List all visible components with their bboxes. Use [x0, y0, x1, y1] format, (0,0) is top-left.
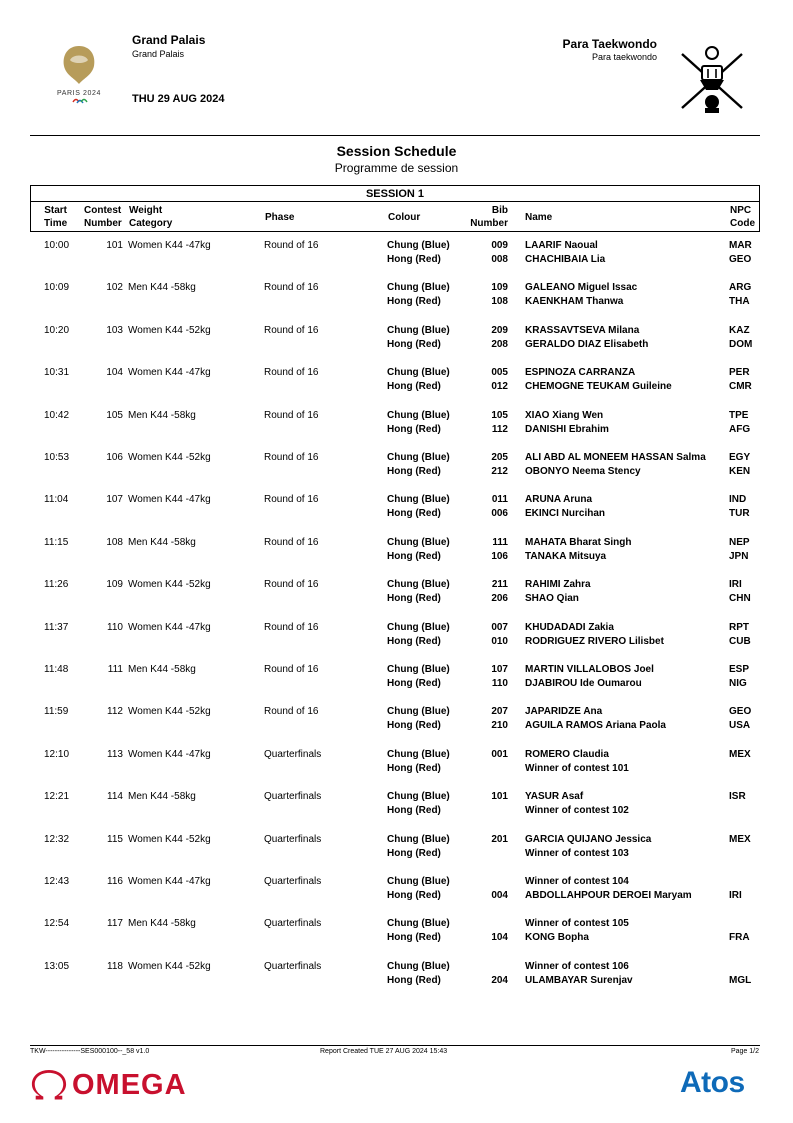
colour-blue: Chung (Blue) — [387, 367, 450, 379]
weight-category: Women K44 -52kg — [128, 706, 211, 718]
colour-red: Hong (Red) — [387, 254, 441, 265]
colour-red: Hong (Red) — [387, 593, 441, 605]
bib-blue: 105 — [491, 409, 508, 421]
athlete-name-blue: GALEANO Miguel Issac — [525, 282, 638, 294]
colour-blue: Chung (Blue) — [387, 240, 450, 251]
colour-red: Hong (Red) — [387, 720, 441, 732]
contest-number: 111 — [107, 664, 123, 675]
header-colour: Colour — [388, 212, 421, 223]
start-time: 11:04 — [44, 494, 69, 506]
athlete-name-red: Winner of contest 103 — [525, 847, 629, 859]
contest-number: 118 — [107, 960, 123, 972]
athlete-name-blue: Winner of contest 104 — [525, 876, 629, 887]
contest-number: 110 — [107, 621, 123, 633]
colour-red: Hong (Red) — [387, 635, 441, 647]
athlete-name-red: KAENKHAM Thanwa — [525, 296, 624, 308]
bib-blue: 001 — [491, 748, 508, 760]
phase: Quarterfinals — [264, 960, 322, 972]
npc-code-red: CMR — [729, 381, 752, 393]
session-label: SESSION 1 — [30, 185, 760, 202]
npc-code-red: CUB — [729, 635, 751, 647]
bib-blue: 207 — [491, 706, 508, 718]
header-bib-number — [462, 204, 508, 230]
header-contest-line1: Contest — [84, 205, 122, 216]
contest-row — [30, 281, 760, 313]
contest-number: 104 — [106, 367, 123, 379]
contest-row — [30, 917, 760, 949]
npc-code-blue: KAZ — [729, 324, 750, 336]
start-time: 11:48 — [44, 664, 69, 675]
athlete-name-blue: RAHIMI Zahra — [525, 579, 591, 591]
phase: Round of 16 — [264, 579, 319, 591]
bib-red: 008 — [491, 254, 508, 265]
colour-blue: Chung (Blue) — [387, 536, 450, 548]
colour-blue: Chung (Blue) — [387, 876, 450, 887]
bib-red: 112 — [491, 423, 508, 435]
bib-red: 106 — [491, 550, 508, 562]
phase: Round of 16 — [264, 409, 319, 421]
bib-red: 004 — [491, 890, 508, 901]
npc-code-blue: MEX — [729, 748, 751, 760]
npc-code-red: MGL — [729, 974, 752, 986]
start-time: 12:54 — [44, 918, 70, 930]
header-weight-category — [129, 204, 172, 230]
colour-red: Hong (Red) — [387, 805, 441, 817]
bib-blue: 101 — [491, 791, 508, 803]
start-time: 12:21 — [44, 791, 70, 803]
contest-row — [30, 324, 760, 356]
athlete-name-blue: ESPINOZA CARRANZA — [525, 367, 636, 379]
start-time: 10:00 — [44, 240, 70, 251]
colour-blue: Chung (Blue) — [387, 791, 450, 803]
npc-code-red: TUR — [729, 508, 750, 520]
header-npc-line2: Code — [730, 218, 755, 229]
venue-name: Grand Palais — [132, 33, 206, 47]
athlete-name-red: ABDOLLAHPOUR DEROEI Maryam — [525, 890, 692, 901]
bib-blue: 011 — [491, 494, 508, 506]
start-time: 11:15 — [44, 536, 69, 548]
header-weight-line2: Category — [129, 218, 173, 229]
colour-red: Hong (Red) — [387, 932, 441, 944]
weight-category: Men K44 -58kg — [128, 664, 196, 675]
npc-code-blue: MAR — [729, 240, 752, 251]
npc-code-blue: ARG — [729, 282, 752, 294]
weight-category: Women K44 -47kg — [128, 876, 211, 887]
contest-row — [30, 409, 760, 441]
athlete-name-blue: KHUDADADI Zakia — [525, 621, 614, 633]
logo-text: PARIS 2024 — [56, 90, 102, 97]
bib-red: 206 — [491, 593, 508, 605]
contest-number: 107 — [106, 494, 123, 506]
bib-red: 212 — [491, 466, 508, 477]
contest-number: 116 — [107, 876, 123, 887]
start-time: 11:26 — [44, 579, 69, 591]
colour-blue: Chung (Blue) — [387, 664, 450, 675]
start-time: 13:05 — [44, 960, 70, 972]
phase: Round of 16 — [264, 536, 319, 548]
npc-code-red: THA — [729, 296, 750, 308]
colour-red: Hong (Red) — [387, 762, 441, 774]
start-time: 12:43 — [44, 876, 70, 887]
weight-category: Women K44 -52kg — [128, 452, 211, 463]
bib-red: 210 — [491, 720, 508, 732]
weight-category: Men K44 -58kg — [128, 791, 196, 803]
athlete-name-red: AGUILA RAMOS Ariana Paola — [525, 720, 666, 732]
colour-blue: Chung (Blue) — [387, 706, 450, 718]
bib-blue: 201 — [491, 833, 508, 845]
athlete-name-blue: YASUR Asaf — [525, 791, 584, 803]
athlete-name-red: DJABIROU Ide Oumarou — [525, 678, 642, 689]
npc-code-blue: EGY — [729, 452, 751, 463]
contest-row — [30, 578, 760, 610]
athlete-name-blue: ALI ABD AL MONEEM HASSAN Salma — [525, 452, 706, 463]
start-time: 10:31 — [44, 367, 70, 379]
contest-number: 117 — [107, 918, 123, 930]
bib-blue: 005 — [491, 367, 508, 379]
contest-row — [30, 790, 760, 822]
contest-number: 105 — [106, 409, 123, 421]
contest-row — [30, 960, 760, 992]
athlete-name-blue: LAARIF Naoual — [525, 240, 598, 251]
weight-category: Women K44 -52kg — [128, 324, 211, 336]
header-npc-line1: NPC — [730, 205, 752, 216]
athlete-name-blue: ROMERO Claudia — [525, 748, 609, 760]
athlete-name-red: CHEMOGNE TEUKAM Guileine — [525, 381, 672, 393]
phase: Round of 16 — [264, 324, 319, 336]
start-time: 11:59 — [44, 706, 69, 718]
athlete-name-red: EKINCI Nurcihan — [525, 508, 606, 520]
colour-red: Hong (Red) — [387, 890, 441, 901]
contest-number: 108 — [106, 536, 123, 548]
phase: Round of 16 — [264, 621, 319, 633]
omega-wordmark: OMEGA — [72, 1069, 187, 1101]
npc-code-blue: GEO — [729, 706, 752, 718]
colour-red: Hong (Red) — [387, 381, 441, 393]
contest-number: 106 — [106, 452, 123, 463]
contest-row — [30, 366, 760, 398]
contest-row — [30, 451, 760, 483]
npc-code-blue: ESP — [729, 664, 750, 675]
contest-row — [30, 536, 760, 568]
athlete-name-blue: MARTIN VILLALOBOS Joel — [525, 664, 654, 675]
athlete-name-red: ULAMBAYAR Surenjav — [525, 974, 633, 986]
athlete-name-blue: Winner of contest 105 — [525, 918, 629, 930]
phase: Round of 16 — [264, 240, 319, 251]
weight-category: Women K44 -47kg — [128, 494, 211, 506]
bib-red: 010 — [491, 635, 508, 647]
start-time: 12:32 — [44, 833, 70, 845]
athlete-name-red: OBONYO Neema Stency — [525, 466, 641, 477]
colour-blue: Chung (Blue) — [387, 452, 450, 463]
phase: Round of 16 — [264, 494, 319, 506]
weight-category: Women K44 -47kg — [128, 748, 211, 760]
para-taekwondo-pictogram-icon — [678, 44, 746, 116]
start-time: 10:42 — [44, 409, 70, 421]
bib-blue: 107 — [491, 664, 508, 675]
colour-blue: Chung (Blue) — [387, 960, 450, 972]
phase: Round of 16 — [264, 664, 319, 675]
athlete-name-blue: XIAO Xiang Wen — [525, 409, 604, 421]
contest-number: 109 — [106, 579, 123, 591]
phase: Quarterfinals — [264, 791, 322, 803]
session-date: THU 29 AUG 2024 — [132, 93, 225, 105]
contest-number: 114 — [107, 791, 123, 803]
colour-blue: Chung (Blue) — [387, 748, 450, 760]
weight-category: Women K44 -47kg — [128, 621, 211, 633]
colour-red: Hong (Red) — [387, 423, 441, 435]
athlete-name-red: Winner of contest 101 — [525, 762, 629, 774]
bib-red: 208 — [491, 338, 508, 350]
report-code: TKW---------------SES000100--_58 v1.0 — [30, 1048, 150, 1055]
start-time: 10:53 — [44, 452, 70, 463]
npc-code-red: USA — [729, 720, 751, 732]
npc-code-red: CHN — [729, 593, 751, 605]
npc-code-blue: IRI — [729, 579, 742, 591]
document-title: Session Schedule — [336, 143, 457, 159]
contest-row — [30, 705, 760, 737]
header-name: Name — [525, 212, 553, 223]
header-start-time — [44, 204, 67, 230]
weight-category: Women K44 -52kg — [128, 833, 211, 845]
athlete-name-blue: ARUNA Aruna — [525, 494, 593, 506]
npc-code-blue: IND — [729, 494, 747, 506]
npc-code-blue: MEX — [729, 833, 751, 845]
header-contest-line2: Number — [84, 218, 122, 229]
colour-blue: Chung (Blue) — [387, 579, 450, 591]
npc-code-blue: TPE — [729, 409, 749, 421]
npc-code-blue: NEP — [729, 536, 750, 548]
start-time: 10:09 — [44, 282, 70, 294]
colour-red: Hong (Red) — [387, 847, 441, 859]
athlete-name-red: DANISHI Ebrahim — [525, 423, 609, 435]
table-header — [30, 202, 760, 232]
bib-blue: 211 — [491, 579, 508, 591]
bib-red: 006 — [491, 508, 508, 520]
weight-category: Men K44 -58kg — [128, 282, 196, 294]
colour-red: Hong (Red) — [387, 678, 441, 689]
header-npc-code — [730, 204, 755, 230]
athlete-name-blue: JAPARIDZE Ana — [525, 706, 603, 718]
header-weight-line1: Weight — [129, 205, 163, 216]
header-bib-line2: Number — [470, 218, 508, 229]
contest-row — [30, 875, 760, 907]
colour-blue: Chung (Blue) — [387, 409, 450, 421]
start-time: 10:20 — [44, 324, 70, 336]
phase: Quarterfinals — [264, 833, 322, 845]
bib-blue: 009 — [491, 240, 508, 251]
npc-code-red: AFG — [729, 423, 751, 435]
npc-code-red: FRA — [729, 932, 750, 944]
phase: Round of 16 — [264, 282, 319, 294]
header-start-line2: Time — [44, 218, 68, 229]
athlete-name-red: GERALDO DIAZ Elisabeth — [525, 338, 649, 350]
sport-subtitle: Para taekwondo — [591, 52, 657, 62]
start-time: 11:37 — [44, 621, 69, 633]
bib-blue: 111 — [492, 536, 508, 548]
athlete-name-red: SHAO Qian — [525, 593, 579, 605]
start-time: 12:10 — [44, 748, 70, 760]
weight-category: Men K44 -58kg — [128, 918, 196, 930]
npc-code-red: JPN — [729, 550, 749, 562]
phase: Quarterfinals — [264, 748, 322, 760]
npc-code-blue: RPT — [729, 621, 749, 633]
npc-code-blue: PER — [729, 367, 750, 379]
bib-red: 204 — [491, 974, 508, 986]
colour-blue: Chung (Blue) — [387, 918, 450, 930]
contest-number: 103 — [106, 324, 123, 336]
phase: Round of 16 — [264, 706, 319, 718]
athlete-name-red: CHACHIBAIA Lia — [525, 254, 606, 265]
header-divider — [30, 135, 760, 136]
weight-category: Women K44 -52kg — [128, 579, 211, 591]
athlete-name-blue: Winner of contest 106 — [525, 960, 629, 972]
header-contest-number — [84, 204, 122, 230]
contest-row — [30, 621, 760, 653]
phase: Round of 16 — [264, 452, 319, 463]
bib-red: 104 — [491, 932, 508, 944]
colour-blue: Chung (Blue) — [387, 833, 450, 845]
weight-category: Women K44 -47kg — [128, 240, 211, 251]
header-bib-line1: Bib — [491, 205, 508, 216]
page-number: Page 1/2 — [730, 1048, 759, 1055]
contest-number: 115 — [107, 833, 123, 845]
phase: Round of 16 — [264, 367, 319, 379]
report-created: Report Created TUE 27 AUG 2024 15:43 — [320, 1048, 448, 1055]
athlete-name-red: KONG Bopha — [525, 932, 589, 944]
colour-red: Hong (Red) — [387, 974, 441, 986]
athlete-name-red: Winner of contest 102 — [525, 805, 629, 817]
npc-code-blue: ISR — [729, 791, 746, 803]
contest-row — [30, 748, 760, 780]
athlete-name-red: RODRIGUEZ RIVERO Lilisbet — [525, 635, 664, 647]
athlete-name-blue: MAHATA Bharat Singh — [525, 536, 632, 548]
athlete-name-blue: GARCIA QUIJANO Jessica — [525, 833, 652, 845]
contest-number: 102 — [106, 282, 123, 294]
colour-red: Hong (Red) — [387, 550, 441, 562]
npc-code-red: KEN — [729, 466, 751, 477]
phase: Quarterfinals — [264, 918, 322, 930]
contest-number: 113 — [107, 748, 123, 760]
contest-number: 112 — [107, 706, 123, 718]
contest-row — [30, 833, 760, 865]
weight-category: Women K44 -52kg — [128, 960, 211, 972]
weight-category: Men K44 -58kg — [128, 409, 196, 421]
sport-name: Para Taekwondo — [562, 37, 657, 51]
contest-row — [30, 663, 760, 695]
venue-subtitle: Grand Palais — [132, 49, 185, 59]
footer-divider — [30, 1045, 760, 1046]
bib-blue: 109 — [491, 282, 508, 294]
session-schedule-table — [30, 185, 760, 986]
athlete-name-blue: KRASSAVTSEVA Milana — [525, 324, 640, 336]
weight-category: Men K44 -58kg — [128, 536, 196, 548]
header-phase: Phase — [265, 212, 295, 223]
bib-blue: 205 — [491, 452, 508, 463]
bib-blue: 209 — [491, 324, 508, 336]
npc-code-red: IRI — [729, 890, 742, 901]
header-start-line1: Start — [44, 205, 67, 216]
weight-category: Women K44 -47kg — [128, 367, 211, 379]
contest-row — [30, 493, 760, 525]
athlete-name-red: TANAKA Mitsuya — [525, 550, 607, 562]
bib-red: 110 — [491, 678, 508, 689]
colour-blue: Chung (Blue) — [387, 621, 450, 633]
paris-2024-paralympic-logo — [48, 42, 110, 110]
colour-red: Hong (Red) — [387, 508, 441, 520]
contest-number: 101 — [106, 240, 123, 251]
colour-red: Hong (Red) — [387, 466, 441, 477]
npc-code-red: DOM — [729, 338, 753, 350]
npc-code-red: NIG — [729, 678, 747, 689]
bib-red: 108 — [491, 296, 508, 308]
npc-code-red: GEO — [729, 254, 752, 265]
colour-blue: Chung (Blue) — [387, 282, 450, 294]
colour-blue: Chung (Blue) — [387, 324, 450, 336]
bib-red: 012 — [491, 381, 508, 393]
colour-red: Hong (Red) — [387, 338, 441, 350]
colour-red: Hong (Red) — [387, 296, 441, 308]
contest-row — [30, 239, 760, 271]
bib-blue: 007 — [491, 621, 508, 633]
atos-wordmark: Atos — [680, 1066, 745, 1099]
document-subtitle: Programme de session — [334, 161, 459, 175]
phase: Quarterfinals — [264, 876, 322, 887]
colour-blue: Chung (Blue) — [387, 494, 450, 506]
